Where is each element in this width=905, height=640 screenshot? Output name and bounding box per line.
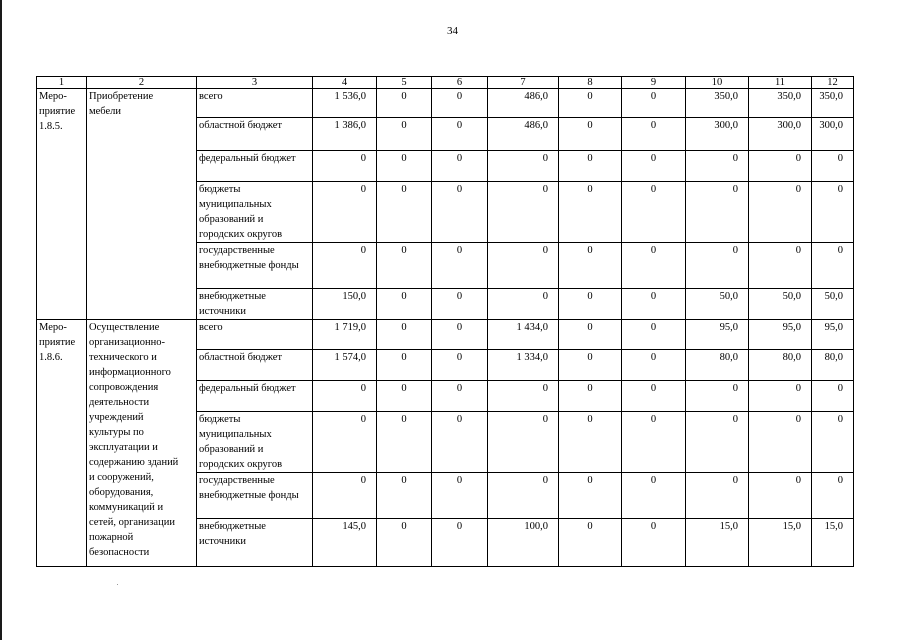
header-row [37,77,854,89]
value-cell: 0 [377,381,432,412]
funding-source-cell: областной бюджет [197,118,313,151]
value-cell: 0 [622,381,686,412]
value-cell: 0 [559,350,622,381]
value-cell: 0 [749,412,812,473]
value-cell: 0 [686,243,749,289]
value-cell: 0 [812,412,854,473]
value-cell: 1 386,0 [313,118,377,151]
value-cell: 0 [432,412,488,473]
scan-left-edge [0,0,2,640]
value-cell: 80,0 [686,350,749,381]
funding-source-cell: внебюджетные источники [197,519,313,567]
value-cell: 145,0 [313,519,377,567]
value-cell: 0 [432,381,488,412]
value-cell: 0 [559,519,622,567]
value-cell: 0 [559,289,622,320]
column-header: 9 [622,77,686,89]
value-cell: 0 [749,182,812,243]
value-cell: 0 [559,151,622,182]
measure-name-cell: Осуществление организационно- технического и информационного сопровождения деятельности учреждений культуры по эксплуатации и содержанию зданий и сооружений, оборудования, коммуникаций и сетей, организации пожарной безопасности [87,320,197,567]
value-cell: 0 [812,473,854,519]
column-header: 7 [488,77,559,89]
value-cell: 0 [559,320,622,350]
value-cell: 0 [559,381,622,412]
value-cell: 0 [622,182,686,243]
value-cell: 0 [432,182,488,243]
value-cell: 486,0 [488,89,559,118]
value-cell: 1 536,0 [313,89,377,118]
value-cell: 1 719,0 [313,320,377,350]
value-cell: 0 [432,350,488,381]
value-cell: 0 [749,473,812,519]
value-cell: 0 [812,243,854,289]
funding-source-cell: бюджеты муниципальных образований и городских округов [197,182,313,243]
value-cell: 1 434,0 [488,320,559,350]
value-cell: 15,0 [749,519,812,567]
value-cell: 50,0 [686,289,749,320]
value-cell: 0 [488,182,559,243]
column-header: 2 [87,77,197,89]
value-cell: 0 [432,243,488,289]
value-cell: 80,0 [749,350,812,381]
value-cell: 0 [686,473,749,519]
value-cell: 486,0 [488,118,559,151]
value-cell: 0 [622,320,686,350]
value-cell: 0 [377,118,432,151]
value-cell: 1 334,0 [488,350,559,381]
value-cell: 350,0 [749,89,812,118]
budget-table [36,76,854,567]
value-cell: 0 [377,350,432,381]
value-cell: 150,0 [313,289,377,320]
value-cell: 0 [622,243,686,289]
value-cell: 95,0 [686,320,749,350]
value-cell: 0 [377,89,432,118]
value-cell: 0 [377,182,432,243]
value-cell: 0 [377,151,432,182]
column-header: 3 [197,77,313,89]
value-cell: 0 [812,151,854,182]
value-cell: 300,0 [812,118,854,151]
value-cell: 300,0 [749,118,812,151]
value-cell: 0 [313,381,377,412]
value-cell: 0 [432,289,488,320]
funding-source-cell: федеральный бюджет [197,151,313,182]
value-cell: 0 [622,118,686,151]
value-cell: 0 [622,412,686,473]
funding-source-cell: государственные внебюджетные фонды [197,243,313,289]
column-header: 6 [432,77,488,89]
value-cell: 0 [559,89,622,118]
value-cell: 0 [622,89,686,118]
value-cell: 0 [622,519,686,567]
value-cell: 0 [488,151,559,182]
column-header: 8 [559,77,622,89]
value-cell: 80,0 [812,350,854,381]
value-cell: 100,0 [488,519,559,567]
value-cell: 0 [559,243,622,289]
column-header: 10 [686,77,749,89]
page-number: 34 [447,25,458,37]
value-cell: 1 574,0 [313,350,377,381]
funding-source-cell: бюджеты муниципальных образований и городских округов [197,412,313,473]
value-cell: 0 [432,320,488,350]
funding-source-cell: федеральный бюджет [197,381,313,412]
value-cell: 0 [559,182,622,243]
value-cell: 0 [749,381,812,412]
value-cell: 300,0 [686,118,749,151]
value-cell: 0 [622,151,686,182]
value-cell: 0 [488,289,559,320]
value-cell: 0 [488,381,559,412]
value-cell: 0 [488,243,559,289]
measure-name-cell: Приобретение мебели [87,89,197,320]
value-cell: 0 [432,118,488,151]
value-cell: 0 [488,412,559,473]
value-cell: 0 [377,289,432,320]
value-cell: 0 [812,381,854,412]
value-cell: 0 [622,350,686,381]
value-cell: 50,0 [812,289,854,320]
value-cell: 0 [622,473,686,519]
value-cell: 0 [559,412,622,473]
value-cell: 0 [686,381,749,412]
value-cell: 0 [377,320,432,350]
column-header: 12 [812,77,854,89]
funding-source-cell: государственные внебюджетные фонды [197,473,313,519]
value-cell: 0 [377,412,432,473]
column-header: 11 [749,77,812,89]
value-cell: 15,0 [812,519,854,567]
column-header: 5 [377,77,432,89]
measure-cell: Меро- приятие 1.8.6. [37,320,87,567]
table-row [37,320,854,350]
funding-source-cell: всего [197,320,313,350]
value-cell: 0 [686,412,749,473]
value-cell: 0 [559,118,622,151]
funding-source-cell: внебюджетные источники [197,289,313,320]
value-cell: 0 [488,473,559,519]
value-cell: 0 [313,243,377,289]
value-cell: 0 [686,182,749,243]
measure-cell: Меро- приятие 1.8.5. [37,89,87,320]
value-cell: 350,0 [812,89,854,118]
value-cell: 95,0 [749,320,812,350]
value-cell: 0 [377,519,432,567]
value-cell: 0 [432,519,488,567]
value-cell: 0 [686,151,749,182]
table-body [37,77,854,567]
value-cell: 50,0 [749,289,812,320]
column-header: 4 [313,77,377,89]
value-cell: 0 [812,182,854,243]
value-cell: 0 [432,151,488,182]
funding-source-cell: всего [197,89,313,118]
scan-speck [117,584,118,585]
value-cell: 0 [559,473,622,519]
value-cell: 0 [749,243,812,289]
value-cell: 0 [749,151,812,182]
value-cell: 0 [313,151,377,182]
value-cell: 0 [377,473,432,519]
value-cell: 95,0 [812,320,854,350]
value-cell: 0 [313,473,377,519]
value-cell: 0 [432,473,488,519]
value-cell: 350,0 [686,89,749,118]
value-cell: 0 [313,412,377,473]
value-cell: 0 [622,289,686,320]
funding-source-cell: областной бюджет [197,350,313,381]
value-cell: 0 [432,89,488,118]
value-cell: 15,0 [686,519,749,567]
column-header: 1 [37,77,87,89]
value-cell: 0 [377,243,432,289]
table-row [37,89,854,118]
value-cell: 0 [313,182,377,243]
